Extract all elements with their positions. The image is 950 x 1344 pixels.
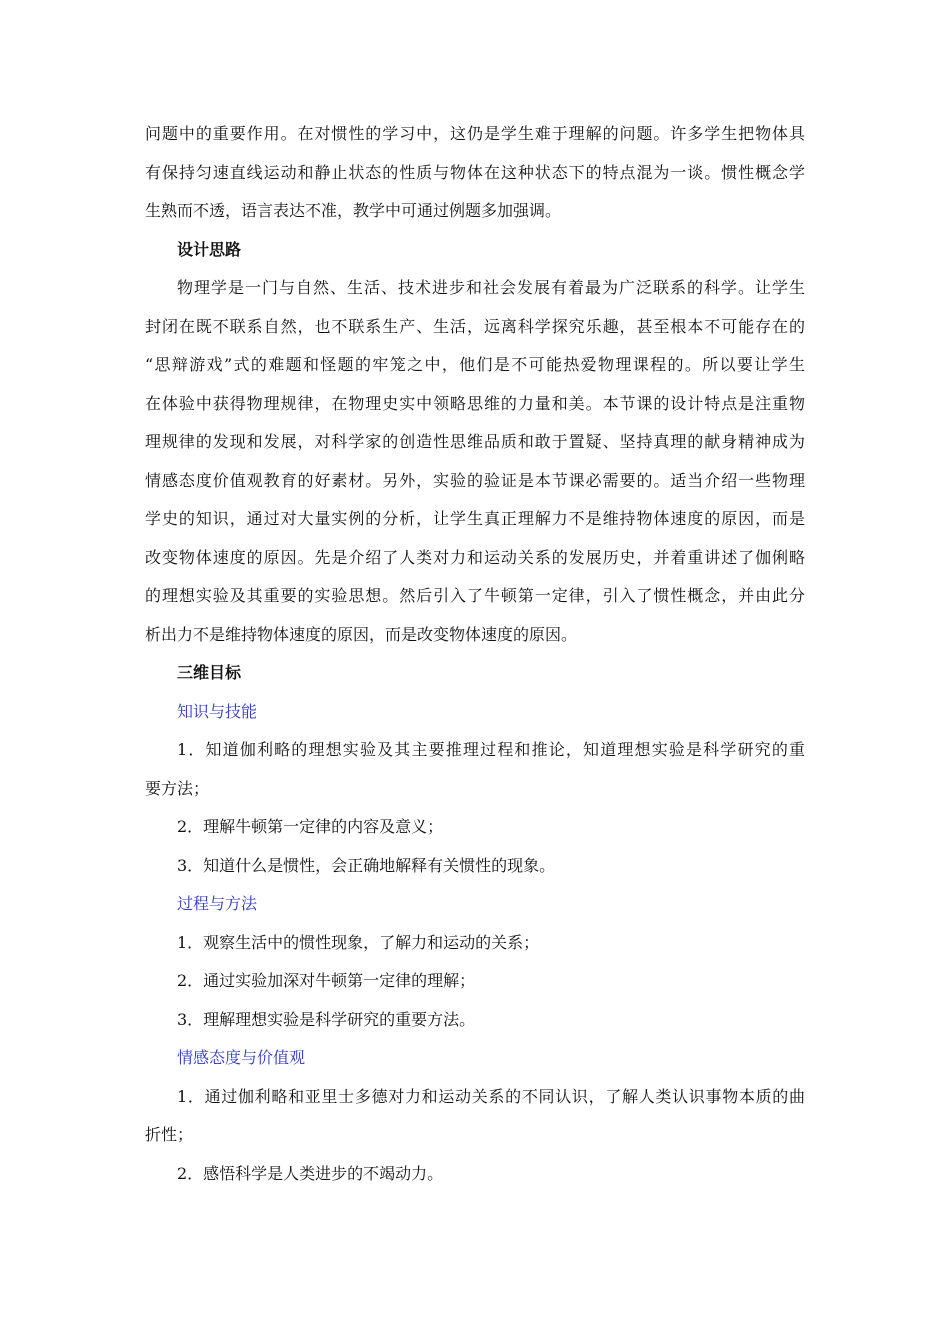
paragraph-line: “思辩游戏”式的难题和怪题的牢笼之中，他们是不可能热爱物理课程的。所以要让学生 — [145, 355, 805, 374]
list-item-continuation: 要方法； — [145, 778, 210, 798]
paragraph-line: 理规律的发现和发展，对科学家的创造性思维品质和敢于置疑、坚持真理的献身精神成为 — [145, 432, 805, 451]
subheading-process: 过程与方法 — [177, 894, 258, 913]
paragraph-line: 有保持匀速直线运动和静止状态的性质与物体在这种状态下的特点混为一谈。惯性概念学 — [145, 162, 805, 182]
design-paragraph — [145, 269, 805, 654]
subheading-knowledge: 知识与技能 — [177, 701, 258, 721]
list-item: 3．理解理想实验是科学研究的重要方法。 — [177, 1009, 476, 1029]
paragraph-line: 改变物体速度的原因。先是介绍了人类对力和运动关系的发展历史，并着重讲述了伽俐略 — [145, 547, 805, 567]
paragraph-line: 在体验中获得物理规律，在物理史实中领略思维的力量和美。本节课的设计特点是注重物 — [145, 393, 805, 413]
section-heading-goals: 三维目标 — [177, 663, 242, 682]
list-item: 2．通过实验加深对牛顿第一定律的理解； — [177, 971, 476, 990]
list-item-continuation: 折性； — [145, 1125, 194, 1144]
paragraph-line: 物理学是一门与自然、生活、技术进步和社会发展有着最为广泛联系的科学。让学生 — [177, 278, 805, 297]
list-item: 1．知道伽利略的理想实验及其主要推理过程和推论，知道理想实验是科学研究的重 — [177, 740, 805, 759]
section-heading-design: 设计思路 — [177, 239, 242, 259]
paragraph-line: 情感态度价值观教育的好素材。另外，实验的验证是本节课必需要的。适当介绍一些物理 — [145, 470, 805, 490]
paragraph-line: 生熟而不透，语言表达不准，教学中可通过例题多加强调。 — [145, 201, 562, 220]
list-item: 2．感悟科学是人类进步的不竭动力。 — [177, 1163, 444, 1183]
paragraph-line: 学史的知识，通过对大量实例的分析，让学生真正理解力不是维持物体速度的原因，而是 — [145, 509, 805, 528]
paragraph-line: 析出力不是维持物体速度的原因，而是改变物体速度的原因。 — [145, 624, 578, 644]
list-item: 1．观察生活中的惯性现象，了解力和运动的关系； — [177, 932, 540, 952]
paragraph-line: 问题中的重要作用。在对惯性的学习中，这仍是学生难于理解的问题。许多学生把物体具 — [145, 124, 805, 143]
list-item: 1．通过伽利略和亚里士多德对力和运动关系的不同认识，了解人类认识事物本质的曲 — [177, 1086, 805, 1106]
list-item: 2．理解牛顿第一定律的内容及意义； — [177, 817, 444, 836]
paragraph-line: 封闭在既不联系自然，也不联系生产、生活，远离科学探究乐趣，甚至根本不可能存在的 — [145, 316, 805, 336]
document-body — [145, 115, 805, 1193]
intro-paragraph — [145, 115, 805, 231]
list-item: 3．知道什么是惯性，会正确地解释有关惯性的现象。 — [177, 855, 556, 875]
subheading-attitude: 情感态度与价值观 — [177, 1048, 306, 1067]
paragraph-line: 的理想实验及其重要的实验思想。然后引入了牛顿第一定律，引入了惯性概念，并由此分 — [145, 586, 805, 605]
